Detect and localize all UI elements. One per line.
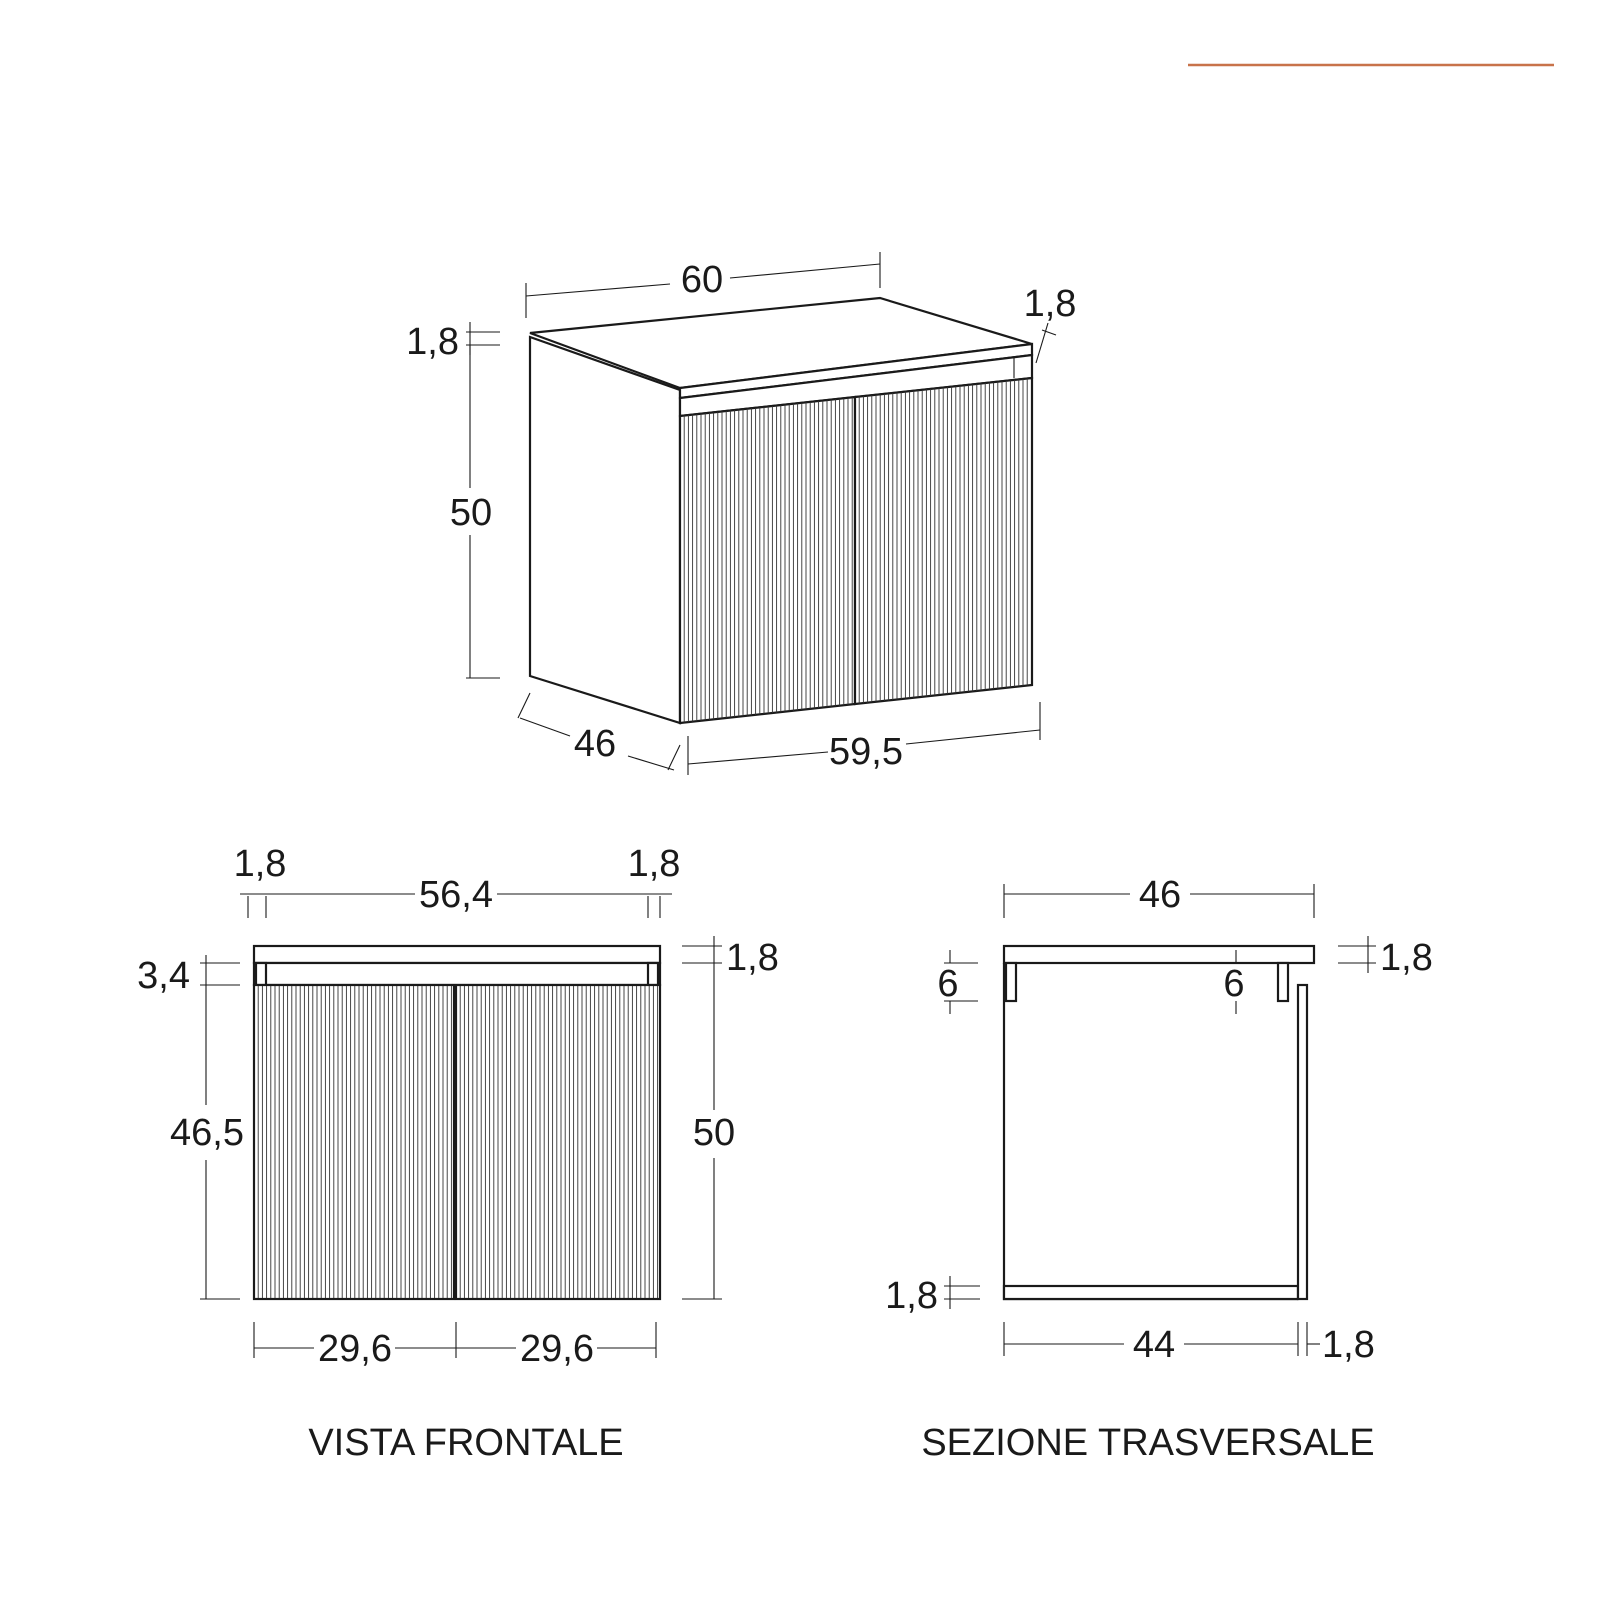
front-dim-top-gap: 3,4 bbox=[137, 955, 190, 997]
section-bottom-panel bbox=[1004, 1286, 1298, 1299]
iso-dim-width-front: 59,5 bbox=[829, 731, 903, 773]
front-door-left bbox=[254, 985, 454, 1299]
front-door-right bbox=[456, 985, 660, 1299]
front-dim-door-left-width: 29,6 bbox=[318, 1328, 392, 1370]
front-dim-inner-width: 56,4 bbox=[419, 874, 493, 916]
iso-door-left bbox=[680, 397, 855, 723]
section-carcass bbox=[1004, 963, 1298, 1299]
section-dim-top-thickness: 1,8 bbox=[1380, 937, 1433, 979]
front-dim-door-right-width: 29,6 bbox=[520, 1328, 594, 1370]
iso-side-panel bbox=[530, 337, 680, 723]
section-dim-rail-right: 6 bbox=[1223, 963, 1245, 1005]
front-top-slab bbox=[254, 946, 660, 963]
section-door bbox=[1298, 985, 1307, 1299]
section-dim-rail-left: 6 bbox=[937, 963, 959, 1005]
iso-dim-depth: 46 bbox=[573, 723, 617, 765]
section-dim-depth: 46 bbox=[1138, 874, 1182, 916]
front-dim-side-right: 1,8 bbox=[627, 843, 681, 885]
iso-dim-width-top: 60 bbox=[680, 259, 724, 301]
iso-dim-top-thickness-right: 1,8 bbox=[1023, 283, 1077, 325]
section-dim-inner-depth: 44 bbox=[1132, 1324, 1176, 1366]
iso-view bbox=[406, 252, 1076, 775]
front-dim-door-height: 46,5 bbox=[170, 1112, 244, 1154]
section-view bbox=[885, 874, 1433, 1464]
section-dim-bottom-thickness: 1,8 bbox=[885, 1275, 938, 1317]
front-view bbox=[137, 843, 779, 1464]
section-rail-right bbox=[1278, 963, 1288, 1001]
front-dim-top-thickness: 1,8 bbox=[726, 937, 779, 979]
iso-dim-top-thickness-left: 1,8 bbox=[406, 321, 459, 363]
section-dim-door-thickness: 1,8 bbox=[1322, 1324, 1375, 1366]
front-recess bbox=[254, 963, 660, 985]
section-view-caption: SEZIONE TRASVERSALE bbox=[921, 1422, 1375, 1464]
front-view-caption: VISTA FRONTALE bbox=[308, 1422, 624, 1464]
iso-dim-height: 50 bbox=[449, 492, 493, 534]
section-top-slab bbox=[1004, 946, 1314, 963]
front-dim-side-left: 1,8 bbox=[233, 843, 287, 885]
front-dim-total-height: 50 bbox=[692, 1112, 736, 1154]
section-rail-left bbox=[1006, 963, 1016, 1001]
